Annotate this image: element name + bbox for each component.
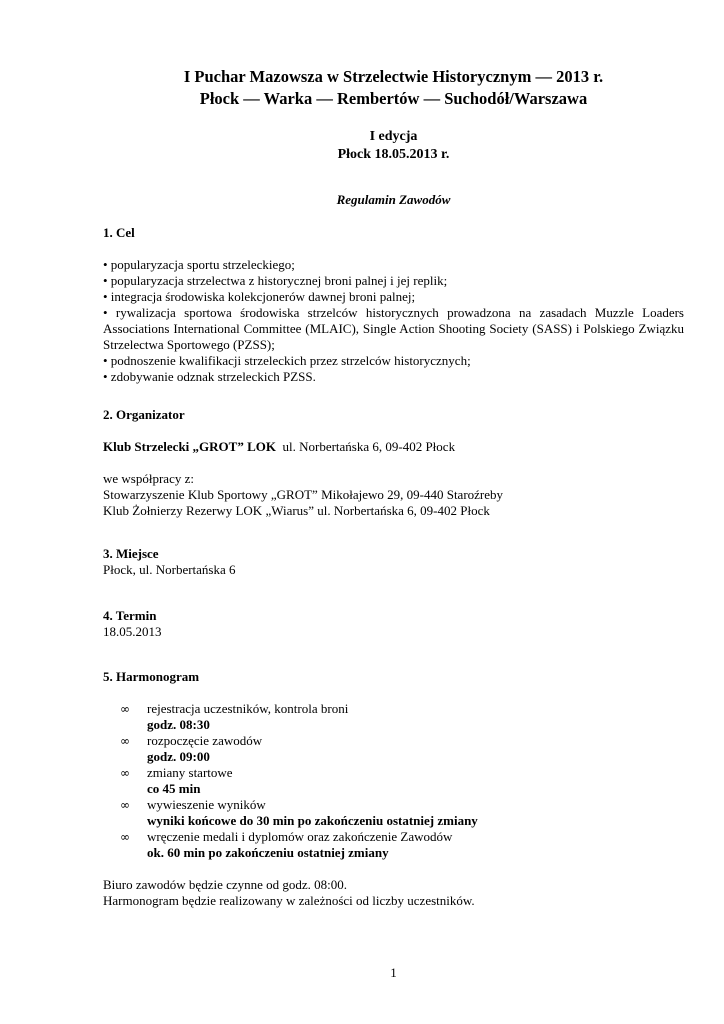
organizer-address: ul. Norbertańska 6, 09-402 Płock (282, 439, 456, 454)
document-title-line-1: I Puchar Mazowsza w Strzelectwie Historycznym — 2013 r. (183, 67, 604, 86)
office-note: Biuro zawodów będzie czynne od godz. 08:00. (103, 877, 348, 892)
partner-line: Stowarzyszenie Klub Sportowy „GROT” Mikołajewo 29, 09-440 Staroźreby (103, 487, 504, 502)
schedule-label: rejestracja uczestników, kontrola broni (147, 701, 349, 716)
schedule-item (103, 765, 684, 781)
schedule-note: Harmonogram będzie realizowany w zależności od liczby uczestników. (103, 893, 475, 908)
event-date: Płock 18.05.2013 r. (337, 147, 450, 162)
schedule-item (103, 733, 684, 749)
schedule-time: godz. 08:30 (147, 717, 210, 732)
schedule-label: rozpoczęcie zawodów (147, 733, 263, 748)
organizer-name: Klub Strzelecki „GROT” LOK (103, 439, 276, 454)
infinity-bullet-icon: ∞ (120, 702, 130, 716)
organizer-line (103, 439, 684, 455)
section-heading: 2. Organizator (103, 407, 185, 422)
section-harmonogram (103, 669, 684, 909)
edition-label: I edycja (369, 129, 418, 144)
schedule-label: zmiany startowe (147, 765, 233, 780)
section-cel (103, 225, 684, 385)
section-termin (103, 608, 684, 640)
schedule-time: wyniki końcowe do 30 min po zakończeniu ostatniej zmiany (147, 813, 478, 828)
schedule-item (103, 797, 684, 813)
section-text: Płock, ul. Norbertańska 6 (103, 562, 236, 577)
schedule-time: godz. 09:00 (147, 749, 210, 764)
page-number: 1 (390, 965, 397, 980)
list-item: • zdobywanie odznak strzeleckich PZSS. (103, 369, 316, 384)
section-heading: 5. Harmonogram (103, 669, 200, 684)
section-miejsce (103, 546, 684, 578)
list-item: • rywalizacja sportowa środowiska strzelców historycznych prowadzona na zasadach Muzzle Loaders Associations International Committee (MLAIC), Single Action Shooting Society (SASS) i Polskiego Związku Strzelectwa Sportowego (PZSS); (103, 305, 684, 352)
infinity-bullet-icon: ∞ (120, 734, 130, 748)
schedule-label: wywieszenie wyników (147, 797, 266, 812)
infinity-bullet-icon: ∞ (120, 766, 130, 780)
list-item: • integracja środowiska kolekcjonerów dawnej broni palnej; (103, 289, 416, 304)
cooperation-label: we współpracy z: (103, 471, 194, 486)
section-text: 18.05.2013 (103, 624, 162, 639)
schedule-time: co 45 min (147, 781, 201, 796)
list-item: • podnoszenie kwalifikacji strzeleckich przez strzelców historycznych; (103, 353, 471, 368)
schedule-label: wręczenie medali i dyplomów oraz zakończenie Zawodów (147, 829, 453, 844)
infinity-bullet-icon: ∞ (120, 798, 130, 812)
document-title-line-2: Płock — Warka — Rembertów — Suchodół/Warszawa (199, 89, 588, 108)
section-heading: 3. Miejsce (103, 546, 159, 561)
list-item: • popularyzacja sportu strzeleckiego; (103, 257, 295, 272)
regulamin-title: Regulamin Zawodów (336, 192, 451, 207)
schedule-time: ok. 60 min po zakończeniu ostatniej zmiany (147, 845, 389, 860)
section-heading: 4. Termin (103, 608, 157, 623)
schedule-item (103, 701, 684, 717)
partner-line: Klub Żołnierzy Rezerwy LOK „Wiarus” ul. Norbertańska 6, 09-402 Płock (103, 503, 490, 518)
schedule-item (103, 829, 684, 845)
infinity-bullet-icon: ∞ (120, 830, 130, 844)
section-heading: 1. Cel (103, 225, 135, 240)
section-organizator (103, 407, 684, 519)
list-item: • popularyzacja strzelectwa z historycznej broni palnej i jej replik; (103, 273, 448, 288)
